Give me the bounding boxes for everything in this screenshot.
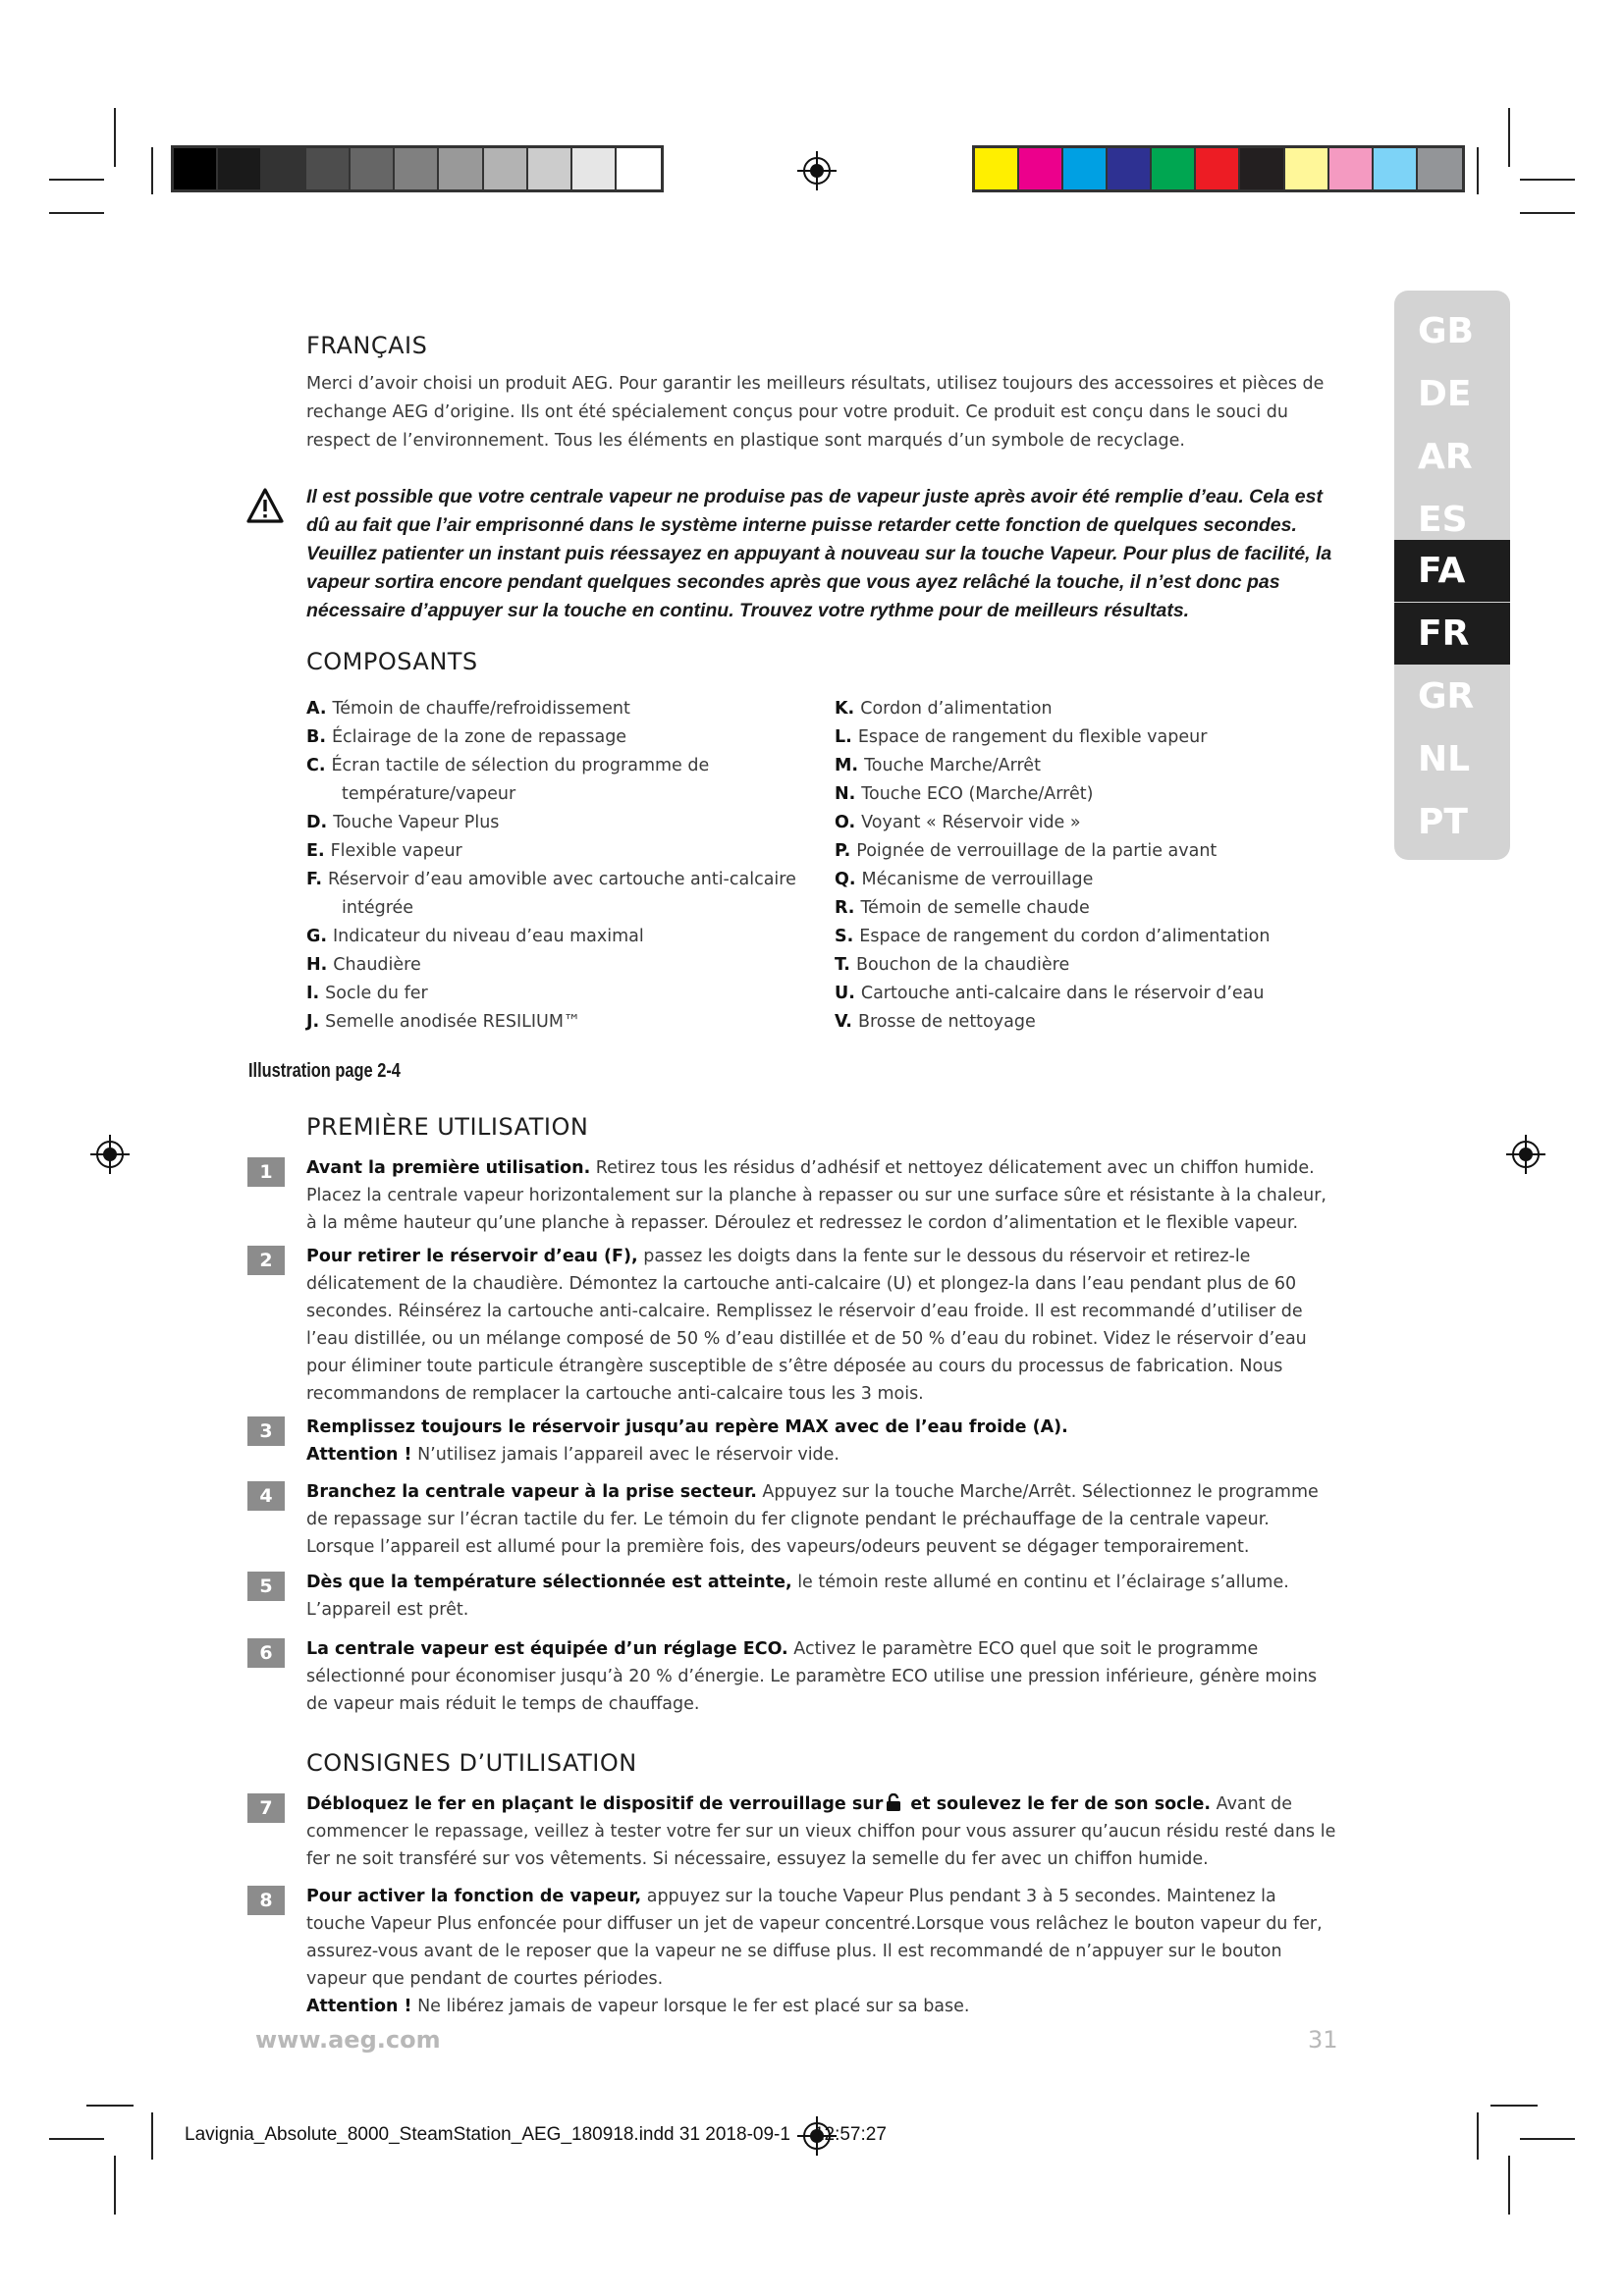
crop-mark bbox=[1520, 179, 1575, 181]
component-label: Témoin de semelle chaude bbox=[860, 898, 1090, 918]
language-tab-pt[interactable]: PT bbox=[1418, 802, 1468, 842]
crop-mark bbox=[1508, 108, 1510, 167]
registration-mark-icon bbox=[1506, 1135, 1545, 1174]
registration-mark-icon bbox=[797, 151, 837, 190]
section-title: FRANÇAIS bbox=[306, 332, 428, 359]
component-item bbox=[306, 809, 817, 837]
language-tab-nl[interactable]: NL bbox=[1418, 739, 1471, 779]
color-swatch bbox=[1063, 148, 1108, 189]
color-swatch bbox=[617, 148, 661, 189]
crop-mark bbox=[49, 212, 104, 214]
color-swatch bbox=[572, 148, 617, 189]
component-item bbox=[835, 951, 1345, 980]
component-letter: S. bbox=[835, 927, 854, 946]
component-item bbox=[835, 809, 1345, 837]
step-text: La centrale vapeur est équipée d’un réglage ECO. Activez le paramètre ECO quel que soit le programme sélectionné pour économiser jusqu’à 20 % d’énergie. Le paramètre ECO utilise une pression inférieure, génère moins de vapeur mais réduit le temps de chauffage. bbox=[306, 1639, 1318, 1714]
component-item bbox=[306, 723, 817, 752]
component-item bbox=[306, 923, 817, 951]
color-swatch bbox=[306, 148, 351, 189]
step-text: Pour retirer le réservoir d’eau (F), passez les doigts dans la fente sur le dessous du réservoir et retirez-le délicatement de la chaudière. Démontez la cartouche anti-calcaire (U) et plongez-la dans l’eau pendant plus de 60 secondes. Réinsérez la cartouche anti-calcaire. Remplissez le réservoir d’eau froide. Il est recommandé d’utiliser de l’eau distillée, ou un mélange composé de 50 % d’eau distillée et de 50 % d’eau du robinet. Videz le réservoir d’eau pour éliminer toute particule étrangère susceptible de s’être déposée au cours du processus de fabrication. Nous recommandons de remplacer la cartouche anti-calcaire tous les 3 mois. bbox=[306, 1247, 1307, 1404]
component-label: Espace de rangement du cordon d’alimentation bbox=[859, 927, 1271, 946]
crop-mark bbox=[1477, 147, 1479, 194]
language-tab-de[interactable]: DE bbox=[1418, 374, 1472, 414]
color-swatch bbox=[1108, 148, 1152, 189]
component-label: Indicateur du niveau d’eau maximal bbox=[333, 927, 644, 946]
component-letter: T. bbox=[835, 955, 850, 975]
crop-mark bbox=[86, 2105, 134, 2107]
component-letter: H. bbox=[306, 955, 328, 975]
color-swatch bbox=[1240, 148, 1284, 189]
component-letter: K. bbox=[835, 699, 855, 719]
step-number: 1 bbox=[247, 1157, 285, 1187]
component-letter: D. bbox=[306, 813, 328, 832]
component-label: Socle du fer bbox=[325, 984, 428, 1003]
slug-filename: Lavignia_Absolute_8000_SteamStation_AEG_180918.indd 31 2018-09-1 bbox=[185, 2124, 790, 2145]
intro-paragraph: Merci d’avoir choisi un produit AEG. Pour garantir les meilleurs résultats, utilisez toujours des accessoires et pièces de rechange AEG d’origine. Ils ont été spécialement conçus pour votre produit. Ce produit est conçu dans le souci du respect de l’environnement. Tous les éléments en plastique sont marqués d’un symbole de recyclage. bbox=[306, 374, 1325, 451]
crop-mark bbox=[1520, 2138, 1575, 2140]
crop-mark bbox=[151, 2112, 153, 2160]
component-label: Cartouche anti-calcaire dans le réservoir d’eau bbox=[860, 984, 1265, 1003]
crop-mark bbox=[1490, 2105, 1538, 2107]
component-letter: J. bbox=[306, 1012, 320, 1032]
component-label: Touche Vapeur Plus bbox=[333, 813, 500, 832]
component-item bbox=[306, 1008, 817, 1037]
component-letter: M. bbox=[835, 756, 859, 775]
component-letter: P. bbox=[835, 841, 851, 861]
color-swatch bbox=[395, 148, 439, 189]
components-list-left bbox=[306, 695, 817, 1037]
component-label: Touche ECO (Marche/Arrêt) bbox=[861, 784, 1094, 804]
color-swatch bbox=[174, 148, 218, 189]
step-number: 4 bbox=[247, 1481, 285, 1511]
component-label: Éclairage de la zone de repassage bbox=[332, 727, 627, 747]
components-title: COMPOSANTS bbox=[306, 648, 478, 675]
language-tab-fr[interactable]: FR bbox=[1394, 603, 1510, 665]
component-item bbox=[835, 695, 1345, 723]
component-label-continued: intégrée bbox=[342, 898, 414, 918]
color-swatch bbox=[439, 148, 483, 189]
step-number: 8 bbox=[247, 1886, 285, 1915]
language-tab-ar[interactable]: AR bbox=[1418, 437, 1473, 477]
component-letter: V. bbox=[835, 1012, 852, 1032]
component-letter: U. bbox=[835, 984, 855, 1003]
crop-mark bbox=[49, 2138, 104, 2140]
component-letter: O. bbox=[835, 813, 856, 832]
step-text: Avant la première utilisation. Retirez tous les résidus d’adhésif et nettoyez délicatement avec un chiffon humide. Placez la centrale vapeur horizontalement sur la planche à repasser ou sur une surface sûre et résistante à la chaleur, à la même hauteur qu’une planche à repasser. Déroulez et redressez le cordon d’alimentation et le flexible vapeur. bbox=[306, 1158, 1326, 1233]
component-label: Témoin de chauffe/refroidissement bbox=[332, 699, 630, 719]
color-swatch bbox=[1019, 148, 1063, 189]
component-letter: F. bbox=[306, 870, 323, 889]
step-number: 5 bbox=[247, 1572, 285, 1601]
component-label: Poignée de verrouillage de la partie avant bbox=[856, 841, 1218, 861]
component-item bbox=[306, 866, 817, 923]
component-item bbox=[306, 752, 817, 809]
component-letter: G. bbox=[306, 927, 328, 946]
component-letter: R. bbox=[835, 898, 855, 918]
component-item bbox=[835, 980, 1345, 1008]
components-list-right bbox=[835, 695, 1345, 1037]
step-number: 2 bbox=[247, 1246, 285, 1275]
color-swatch bbox=[1418, 148, 1462, 189]
crop-mark bbox=[114, 2156, 116, 2215]
step-number: 3 bbox=[247, 1416, 285, 1446]
color-swatch bbox=[1285, 148, 1329, 189]
component-item bbox=[306, 951, 817, 980]
component-item bbox=[306, 980, 817, 1008]
slug-time: 12:57:27 bbox=[813, 2124, 887, 2145]
step-text: Dès que la température sélectionnée est atteinte, le témoin reste allumé en continu et l’éclairage s’allume. L’appareil est prêt. bbox=[306, 1573, 1289, 1620]
footer-website: www.aeg.com bbox=[255, 2026, 441, 2054]
component-label: Réservoir d’eau amovible avec cartouche anti-calcaire bbox=[328, 870, 796, 889]
color-swatch bbox=[1329, 148, 1374, 189]
color-swatch bbox=[528, 148, 572, 189]
component-label-continued: température/vapeur bbox=[342, 784, 516, 804]
component-label: Brosse de nettoyage bbox=[857, 1012, 1036, 1032]
component-item bbox=[835, 894, 1345, 923]
color-swatch bbox=[975, 148, 1019, 189]
crop-mark bbox=[49, 179, 104, 181]
color-swatch bbox=[1196, 148, 1240, 189]
component-letter: Q. bbox=[835, 870, 856, 889]
first-use-title: PREMIÈRE UTILISATION bbox=[306, 1113, 589, 1141]
component-letter: N. bbox=[835, 784, 856, 804]
component-label: Semelle anodisée RESILIUM™ bbox=[325, 1012, 581, 1032]
component-label: Cordon d’alimentation bbox=[860, 699, 1053, 719]
warning-text: Il est possible que votre centrale vapeur ne produise pas de vapeur juste après avoir été remplie d’eau. Cela est dû au fait que l’air emprisonné dans le système interne puisse retarder cette fonction de quelques secondes. Veuillez patienter un instant puis réessayez en appuyant à nouveau sur la touche Vapeur. Pour plus de facilité, la vapeur sortira encore pendant quelques secondes après que vous ayez relâché la touche, il n’est donc pas nécessaire d’appuyer sur la touche en continu. Trouvez votre rythme pour de meilleurs résultats. bbox=[306, 486, 1332, 621]
step-text: Pour activer la fonction de vapeur, appuyez sur la touche Vapeur Plus pendant 3 à 5 secondes. Maintenez la touche Vapeur Plus enfoncée pour diffuser un jet de vapeur concentré.Lorsque vous relâchez le bouton vapeur du fer, assurez-vous avant de le reposer que la vapeur ne se diffuse plus. Il est recommandé de n’appuyer sur le bouton vapeur que pendant de courtes périodes. Attention ! Ne libérez jamais de vapeur lorsque le fer est placé sur sa base. bbox=[306, 1887, 1323, 2016]
component-item bbox=[306, 837, 817, 866]
language-tab-fa[interactable]: FA bbox=[1394, 540, 1510, 602]
crop-mark bbox=[1477, 2112, 1479, 2160]
color-swatch bbox=[351, 148, 395, 189]
component-item bbox=[835, 780, 1345, 809]
unlock-icon bbox=[883, 1794, 904, 1814]
component-label: Mécanisme de verrouillage bbox=[861, 870, 1094, 889]
component-item bbox=[835, 923, 1345, 951]
component-label: Espace de rangement du flexible vapeur bbox=[857, 727, 1208, 747]
component-item bbox=[835, 752, 1345, 780]
illustration-reference: Illustration page 2-4 bbox=[248, 1060, 401, 1082]
color-swatch bbox=[262, 148, 306, 189]
step-number: 6 bbox=[247, 1638, 285, 1668]
step-text: Débloquez le fer en plaçant le dispositif de verrouillage sur et soulevez le fer de son socle. Avant de commencer le repassage, veillez à tester votre fer sur un vieux chiffon pour vous assurer qu’aucun résidu resté dans le fer ne soit transféré sur vos vêtements. Si nécessaire, essuyez la semelle du fer avec un chiffon humide. bbox=[306, 1794, 1336, 1869]
crop-mark bbox=[1508, 2156, 1510, 2215]
component-label: Bouchon de la chaudière bbox=[855, 955, 1070, 975]
language-tab-gr[interactable]: GR bbox=[1418, 676, 1475, 717]
component-letter: A. bbox=[306, 699, 327, 719]
component-label: Voyant « Réservoir vide » bbox=[861, 813, 1081, 832]
color-swatch bbox=[1152, 148, 1196, 189]
step-number: 7 bbox=[247, 1793, 285, 1823]
step-text: Remplissez toujours le réservoir jusqu’au repère MAX avec de l’eau froide (A). Attention ! N’utilisez jamais l’appareil avec le réservoir vide. bbox=[306, 1417, 1068, 1465]
crop-mark bbox=[114, 108, 116, 167]
component-item bbox=[835, 1008, 1345, 1037]
component-item bbox=[306, 695, 817, 723]
registration-mark-icon bbox=[90, 1135, 130, 1174]
grayscale-calibration-bar bbox=[171, 145, 664, 192]
component-label: Écran tactile de sélection du programme de bbox=[331, 756, 710, 775]
component-label: Touche Marche/Arrêt bbox=[864, 756, 1041, 775]
usage-title: CONSIGNES D’UTILISATION bbox=[306, 1749, 637, 1777]
component-letter: L. bbox=[835, 727, 852, 747]
component-item bbox=[835, 837, 1345, 866]
warning-triangle-icon bbox=[245, 487, 285, 524]
component-letter: C. bbox=[306, 756, 326, 775]
step-text: Branchez la centrale vapeur à la prise secteur. Appuyez sur la touche Marche/Arrêt. Sélectionnez le programme de repassage sur l’écran tactile du fer. Le témoin du fer clignote pendant le préchauffage de la centrale vapeur. Lorsque l’appareil est allumé pour la première fois, des vapeurs/odeurs peuvent se dégager temporairement. bbox=[306, 1482, 1319, 1557]
color-swatch bbox=[218, 148, 262, 189]
color-calibration-bar bbox=[972, 145, 1465, 192]
crop-mark bbox=[151, 147, 153, 194]
component-letter: I. bbox=[306, 984, 320, 1003]
language-tab-es[interactable]: ES bbox=[1418, 500, 1468, 540]
crop-mark bbox=[1520, 212, 1575, 214]
component-label: Chaudière bbox=[333, 955, 421, 975]
page-number: 31 bbox=[1308, 2026, 1338, 2054]
color-swatch bbox=[484, 148, 528, 189]
component-item bbox=[835, 723, 1345, 752]
component-letter: E. bbox=[306, 841, 325, 861]
color-swatch bbox=[1374, 148, 1418, 189]
language-tab-gb[interactable]: GB bbox=[1418, 311, 1474, 351]
component-letter: B. bbox=[306, 727, 326, 747]
component-label: Flexible vapeur bbox=[330, 841, 462, 861]
component-item bbox=[835, 866, 1345, 894]
print-slug bbox=[185, 2124, 887, 2146]
